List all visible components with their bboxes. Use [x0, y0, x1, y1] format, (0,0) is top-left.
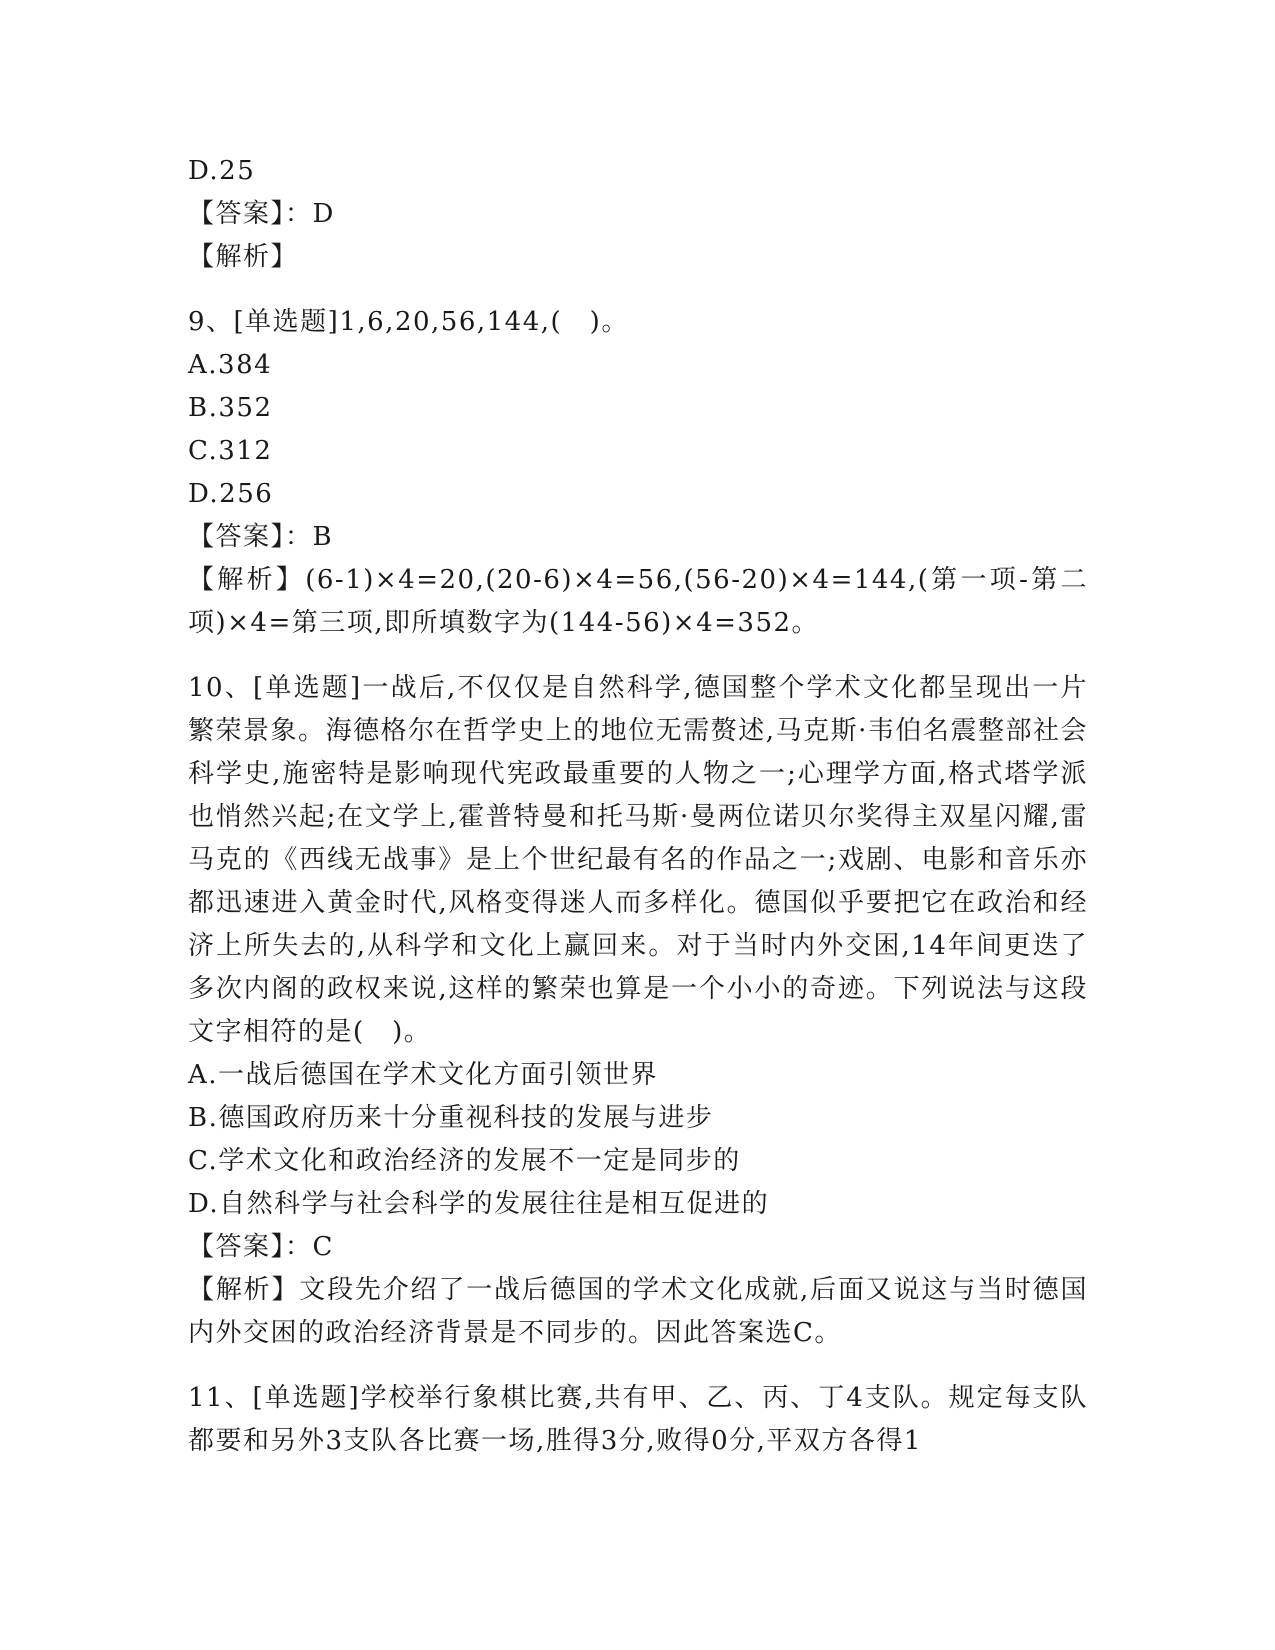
q8-answer: 【答案】：D	[188, 199, 335, 229]
q10-option-b: B.德国政府历来十分重视科技的发展与进步	[188, 1103, 714, 1133]
q10-option-d: D.自然科学与社会科学的发展往往是相互促进的	[188, 1189, 770, 1219]
q11-stem: 11、[单选题]学校举行象棋比赛,共有甲、乙、丙、丁4支队。规定每支队都要和另外3支队各比赛一场,胜得3分,败得0分,平双方各得1	[188, 1383, 1088, 1456]
q9-answer: 【答案】：B	[188, 522, 334, 552]
q9-option-b: B.352	[188, 393, 273, 423]
q9-analysis: 【解析】(6-1)×4=20,(20-6)×4=56,(56-20)×4=144,(第一项-第二项)×4=第三项,即所填数字为(144-56)×4=352。	[188, 565, 1088, 638]
q9-option-a: A.384	[188, 350, 273, 380]
q10-analysis: 【解析】文段先介绍了一战后德国的学术文化成就,后面又说这与当时德国内外交困的政治经济背景是不同步的。因此答案选C。	[188, 1275, 1088, 1348]
q10-option-a: A.一战后德国在学术文化方面引领世界	[188, 1060, 659, 1090]
document-page	[188, 150, 1088, 1463]
q8-option-d: D.25	[188, 156, 256, 186]
q9-option-d: D.256	[188, 479, 274, 509]
q10-option-c: C.学术文化和政治经济的发展不一定是同步的	[188, 1146, 741, 1176]
q8-analysis: 【解析】	[188, 242, 299, 272]
q9-option-c: C.312	[188, 436, 273, 466]
q9-stem: 9、[单选题]1,6,20,56,144,( )。	[188, 307, 629, 337]
q10-stem: 10、[单选题]一战后,不仅仅是自然科学,德国整个学术文化都呈现出一片繁荣景象。海德格尔在哲学史上的地位无需赘述,马克斯·韦伯名震整部社会科学史,施密特是影响现代宪政最重要的人物之一;心理学方面,格式塔学派也悄然兴起;在文学上,霍普特曼和托马斯·曼两位诺贝尔奖得主双星闪耀,雷马克的《西线无战事》是上个世纪最有名的作品之一;戏剧、电影和音乐亦都迅速进入黄金时代,风格变得迷人而多样化。德国似乎要把它在政治和经济上所失去的,从科学和文化上赢回来。对于当时内外交困,14年间更迭了多次内阁的政权来说,这样的繁荣也算是一个小小的奇迹。下列说法与这段文字相符的是( )。	[188, 673, 1088, 1047]
q10-answer: 【答案】：C	[188, 1232, 334, 1262]
